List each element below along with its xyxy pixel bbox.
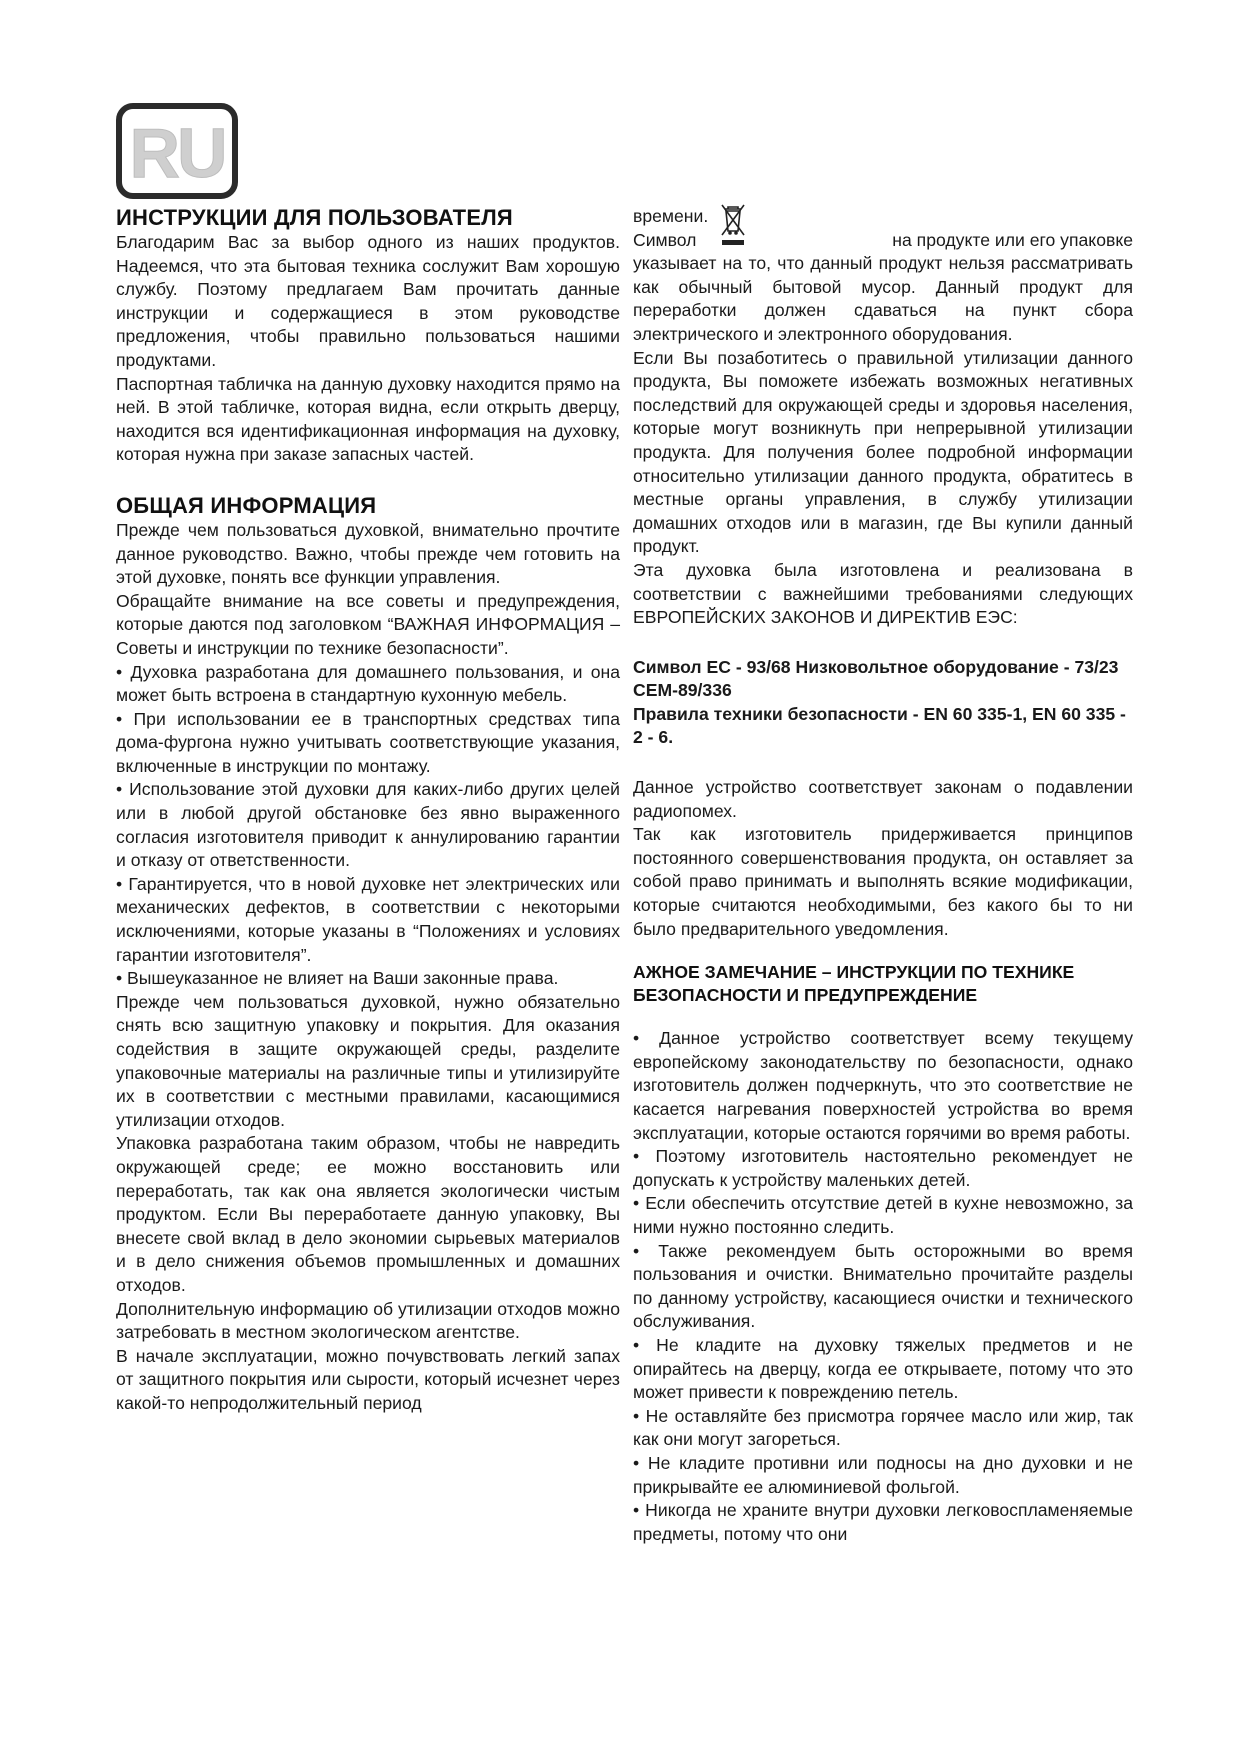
first-use-smell-paragraph: В начале эксплуатации, можно почувствовать легкий запах от защитного покрытия или сырости, который исчезнет через какой-то непродолжительный период: [116, 1345, 620, 1413]
symbol-text-rest: на продукте или его упаковке: [892, 229, 1133, 250]
crossed-bin-icon: [720, 201, 746, 247]
modifications-paragraph: Так как изготовитель придерживается принципов постоянного совершенствования продукта, он оставляет за собой право принимать и выполнять всякие модификации, которые считаются необходимыми, без какого бы то ни было предварительного уведомления.: [633, 824, 1133, 939]
bullet-hot-oil: • Не оставляйте без присмотра горячее масло или жир, так как они могут загореться.: [633, 1405, 1133, 1450]
bullet-other-use: • Использование этой духовки для каких-либо других целей или в любой другой обстановке без явно выраженного согласия изготовителя приводит к аннулированию гарантии и отказу от ответственности.: [116, 779, 620, 871]
bullet-supervise-children: • Если обеспечить отсутствие детей в кухне невозможно, за ними нужно постоянно следить.: [633, 1193, 1133, 1237]
bullet-domestic-use: • Духовка разработана для домашнего пользования, и она может быть встроена в стандартную кухонную мебель.: [116, 661, 620, 706]
weee-symbol-line: [633, 229, 1133, 253]
directives-paragraph: Эта духовка была изготовлена и реализована в соответствии с важнейшими требованиями следующих ЕВРОПЕЙСКИХ ЗАКОНОВ И ДИРЕКТИВ ЕЭС:: [633, 559, 1133, 628]
bullet-caravans: • При использовании ее в транспортных средствах типа дома-фургона нужно учитывать соответствующие указания, включенные в инструкции по монтажу.: [116, 708, 620, 776]
instructions-heading: ИНСТРУКЦИИ ДЛЯ ПОЛЬЗОВАТЕЛЯ: [116, 205, 513, 230]
general-info-heading: ОБЩАЯ ИНФОРМАЦИЯ: [116, 492, 377, 518]
bullet-guarantee: • Гарантируется, что в новой духовке нет электрических или механических дефектов, в соответствии с некоторыми исключениями, которые указаны в “Положениях и условиях гарантии изготовителя”.: [116, 873, 620, 965]
packaging-design-paragraph: Упаковка разработана таким образом, чтобы не навредить окружающей среде; ее можно восстановить или переработать, так как она является экологически чистым продуктом. Если Вы переработаете данную упаковку, Вы внесете свой вклад в дело экономии сырьевых материалов и в дело снижения объемов промышленных и домашних отходов.: [116, 1133, 620, 1295]
ce-symbol-line: Символ ЕС - 93/68 Низковольтное оборудование - 73/23 CEM-89/336: [633, 656, 1119, 701]
packaging-removal-paragraph: Прежде чем пользоваться духовкой, нужно обязательно снять всю защитную упаковку и покрытия. Для оказания содействия в защите окружающей среды, разделите упаковочные материалы на различные типы и утилизируйте их в соответствии с местными правилами, касающимися утилизации отходов.: [116, 991, 620, 1130]
right-column: [633, 205, 1133, 1546]
ru-language-badge: [116, 103, 238, 199]
disposal-info-paragraph: Дополнительную информацию об утилизации отходов можно затребовать в местном экологическом агентстве.: [116, 1298, 620, 1343]
weee-meaning-paragraph: указывает на то, что данный продукт нельзя рассматривать как обычный бытовой мусор. Данный продукт для переработки должен сдаваться на пункт сбора электрического и электронного оборудования.: [633, 253, 1133, 344]
safety-heading: АЖНОЕ ЗАМЕЧАНИЕ – ИНСТРУКЦИИ ПО ТЕХНИКЕ БЕЗОПАСНОСТИ И ПРЕДУПРЕЖДЕНИЕ: [633, 962, 1075, 1006]
left-column: [116, 205, 620, 1416]
symbol-label: Символ: [633, 229, 697, 250]
bullet-legal-rights: • Вышеуказанное не влияет на Ваши законные права.: [116, 968, 559, 989]
intro-paragraph: Благодарим Вас за выбор одного из наших продуктов. Надеемся, что эта бытовая техника сослужит Вам хорошую службу. Поэтому предлагаем Вам прочитать данные инструкции и содержащиеся в этом руководстве предложения, чтобы правильно пользоваться нашими продуктами.: [116, 232, 620, 370]
bullet-trays-foil: • Не кладите противни или подносы на дно духовки и не прикрывайте ее алюминиевой фольгой.: [633, 1452, 1133, 1497]
safety-rules-line: Правила техники безопасности - EN 60 335-1, EN 60 335 - 2 - 6.: [633, 703, 1126, 748]
read-manual-paragraph: Прежде чем пользоваться духовкой, внимательно прочтите данное руководство. Важно, чтобы прежде чем готовить на этой духовке, понять все функции управления.: [116, 519, 620, 588]
bullet-cleaning-care: • Также рекомендуем быть осторожными во время пользования и очистки. Внимательно прочитайте разделы по данному устройству, касающиеся очистки и технического обслуживания.: [633, 1240, 1133, 1332]
rating-plate-paragraph: Паспортная табличка на данную духовку находится прямо на ней. В этой табличке, которая видна, если открыть дверцу, находится вся идентификационная информация на духовку, которая нужна при заказе запасных частей.: [116, 373, 620, 465]
attention-paragraph: Обращайте внимание на все советы и предупреждения, которые даются под заголовком “ВАЖНАЯ ИНФОРМАЦИЯ – Советы и инструкции по технике безопасности”.: [116, 590, 620, 658]
bullet-children: • Поэтому изготовитель настоятельно рекомендует не допускать к устройству маленьких детей.: [633, 1146, 1133, 1190]
bullet-surface-heat: • Данное устройство соответствует всему текущему европейскому законодательству по безопасности, однако изготовитель должен подчеркнуть, что это соответствие не касается нагревания поверхностей устройства во время эксплуатации, которые остаются горячими во время работы.: [633, 1028, 1133, 1143]
svg-text:RU: RU: [129, 114, 225, 192]
proper-disposal-paragraph: Если Вы позаботитесь о правильной утилизации данного продукта, Вы поможете избежать возможных негативных последствий для окружающей среды и здоровья населения, которые могут возникнуть при непрерывной утилизации продукта. Для получения более подробной информации относительно утилизации данного продукта, обратитесь в местные органы управления, в службу утилизации домашних отходов или в магазин, где Вы купили данный продукт.: [633, 347, 1133, 557]
bullet-heavy-objects: • Не кладите на духовку тяжелых предметов и не опирайтесь на дверцу, когда ее открываете, потому что это может привести к повреждению петель.: [633, 1334, 1133, 1403]
bullet-flammables: • Никогда не храните внутри духовки легковоспламеняемые предметы, потому что они: [633, 1500, 1133, 1544]
radio-interference-paragraph: Данное устройство соответствует законам о подавлении радиопомех.: [633, 777, 1133, 821]
continuation-text: времени.: [633, 206, 709, 226]
